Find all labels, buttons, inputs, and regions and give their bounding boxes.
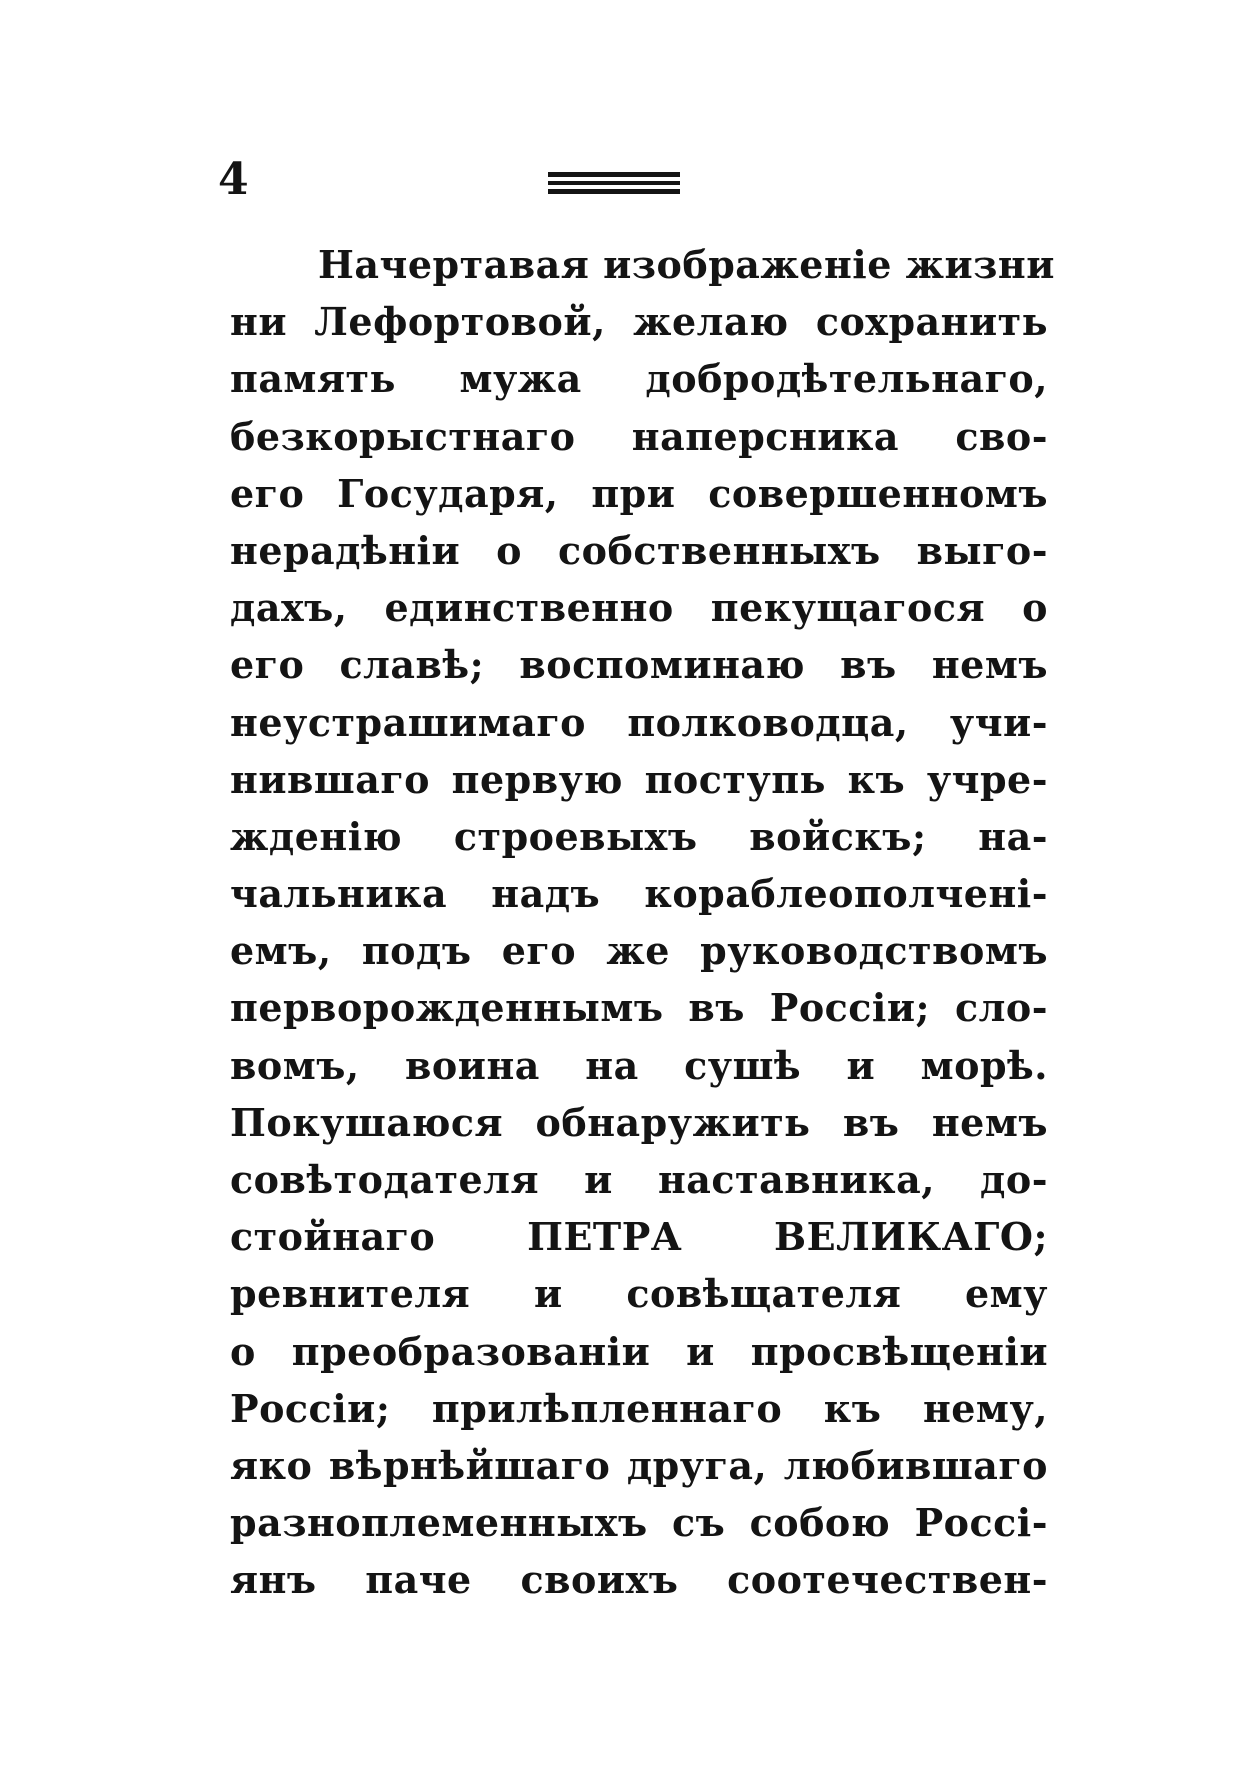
text-line: стойнаго ПЕТРА ВЕЛИКАГО; — [230, 1214, 1048, 1260]
text-line: Начертавая изображенie жизни — [318, 242, 1055, 287]
text-line: нившаго первую поступь къ учре- — [230, 756, 1048, 802]
text-line: безкорыстнаго наперсника сво- — [230, 413, 1048, 459]
text-line: Россiи; прилѣпленнаго къ нему, — [230, 1385, 1048, 1431]
text-line: о преобразованiи и просвѣщенiи — [230, 1328, 1048, 1374]
text-line: ни Лефортовой, желаю сохранить — [230, 299, 1048, 345]
ornament-rule — [548, 172, 680, 177]
text-line: чальника надъ кораблеополченi- — [230, 871, 1048, 917]
text-line: перворожденнымъ въ Россiи; сло- — [230, 985, 1048, 1031]
text-line: его славѣ; воспоминаю въ немъ — [230, 642, 1048, 688]
text-line: Покушаюся обнаружить въ немъ — [230, 1099, 1048, 1145]
header-ornament — [548, 172, 680, 202]
text-line: яко вѣрнѣйшаго друга, любившаго — [230, 1442, 1048, 1488]
text-line: неустрашимаго полководца, учи- — [230, 699, 1048, 745]
text-line: вомъ, воина на сушѣ и морѣ. — [230, 1042, 1048, 1088]
text-line: его Государя, при совершенномъ — [230, 470, 1048, 516]
text-line: янъ паче своихъ соотечествен- — [230, 1557, 1048, 1603]
ornament-rule — [548, 189, 680, 194]
text-line: совѣтодателя и наставника, до- — [230, 1157, 1048, 1202]
page-number: 4 — [218, 154, 249, 205]
text-line: разноплеменныхъ съ собою Россi- — [230, 1500, 1048, 1546]
text-line: ревнителя и совѣщателя ему — [230, 1271, 1048, 1317]
body-text — [230, 236, 1055, 1609]
text-line: жденiю строевыхъ войскъ; на- — [230, 813, 1048, 859]
text-line: память мужа добродѣтельнаго, — [230, 356, 1048, 402]
ornament-rule — [548, 181, 680, 185]
text-line: емъ, подъ его же руководствомъ — [230, 928, 1048, 974]
text-line: нерадѣнiи о собственныхъ выго- — [230, 527, 1048, 573]
text-line: дахъ, единственно пекущагося о — [230, 585, 1048, 631]
